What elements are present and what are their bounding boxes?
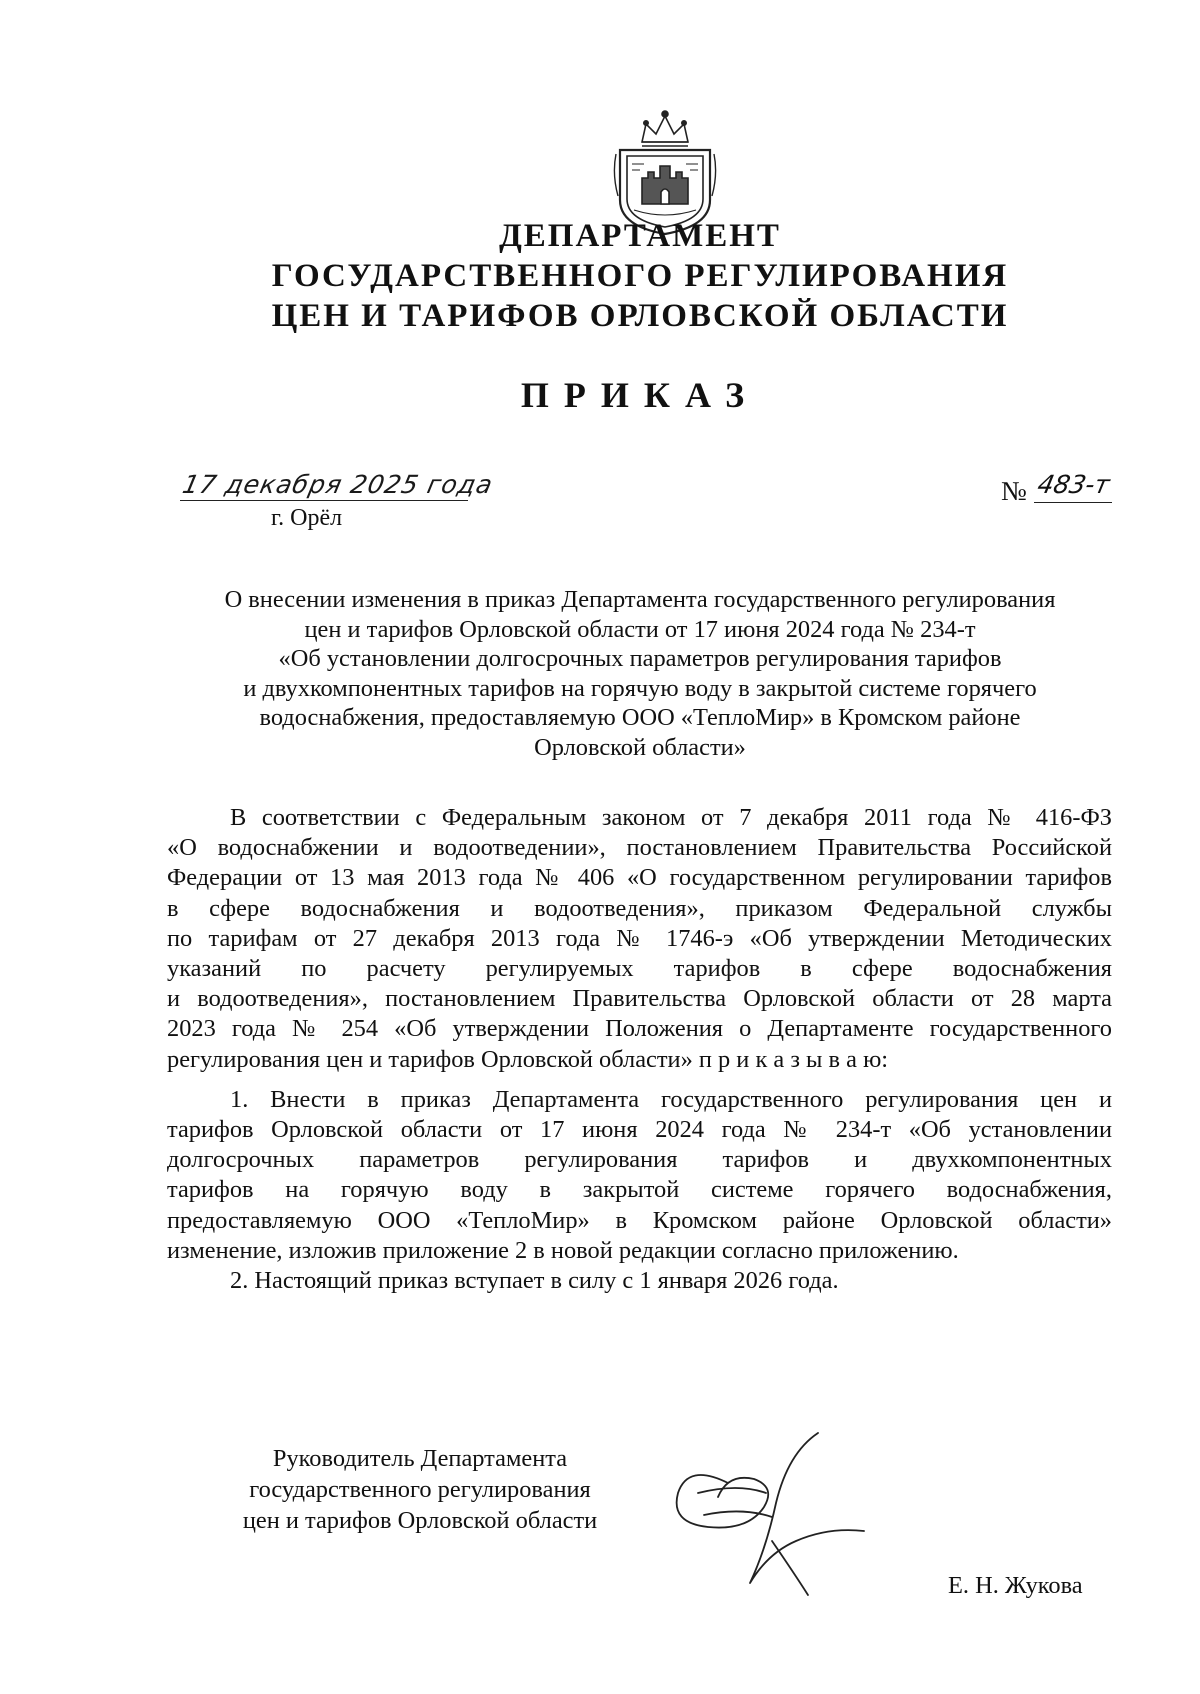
preamble-line: Федерации от 13 мая 2013 года № 406 «О государственном регулировании тарифов bbox=[167, 864, 1112, 892]
order-subject bbox=[170, 585, 1110, 763]
header-line: ГОСУДАРСТВЕННОГО РЕГУЛИРОВАНИЯ bbox=[271, 258, 1009, 294]
item-1-paragraph bbox=[167, 1085, 1112, 1266]
number-label: № bbox=[1001, 476, 1027, 506]
subject-line: «Об установлении долгосрочных параметров регулирования тарифов bbox=[278, 645, 1002, 673]
signatory-role-line: цен и тарифов Орловской области bbox=[242, 1507, 598, 1534]
document-type-title: ПРИКАЗ bbox=[520, 375, 760, 415]
subject-line: О внесении изменения в приказ Департамента государственного регулирования bbox=[224, 586, 1056, 613]
order-body bbox=[167, 803, 1112, 1296]
subject-line: Орловской области» bbox=[534, 733, 746, 761]
preamble-line: в сфере водоснабжения и водоотведения», приказом Федеральной службы bbox=[167, 894, 1112, 922]
signatory-name: Е. Н. Жукова bbox=[948, 1572, 1083, 1599]
header-line: ЦЕН И ТАРИФОВ ОРЛОВСКОЙ ОБЛАСТИ bbox=[271, 298, 1009, 334]
item-1-line: изменение, изложив приложение 2 в новой редакции согласно приложению. bbox=[167, 1236, 959, 1264]
signatory-role-line: Руководитель Департамента bbox=[272, 1445, 568, 1472]
handwritten-number: 483-т bbox=[1034, 470, 1113, 499]
preamble-line: по тарифам от 27 декабря 2013 года № 1746-э «Об утверждении Методических bbox=[167, 924, 1112, 952]
preamble-line: и водоотведения», постановлением Правительства Орловской области от 28 марта bbox=[167, 985, 1112, 1013]
preamble-paragraph bbox=[167, 803, 1112, 1075]
city-label: г. Орёл bbox=[271, 505, 343, 531]
handwritten-date: 17 декабря 2025 года bbox=[179, 470, 496, 499]
preamble-line: регулирования цен и тарифов Орловской области» п р и к а з ы в а ю: bbox=[167, 1045, 889, 1073]
number-underline bbox=[1034, 502, 1112, 503]
preamble-line: 2023 года № 254 «Об утверждении Положения о Департаменте государственного bbox=[167, 1015, 1112, 1043]
item-1-line: предоставляемую ООО «ТеплоМир» в Кромском районе Орловской области» bbox=[167, 1206, 1112, 1234]
signatory-role-line: государственного регулирования bbox=[249, 1476, 591, 1503]
item-1-line: тарифов на горячую воду в закрытой системе горячего водоснабжения, bbox=[167, 1176, 1112, 1204]
issuer-header bbox=[170, 216, 1110, 336]
signature-icon bbox=[668, 1423, 888, 1603]
subject-line: цен и тарифов Орловской области от 17 июня 2024 года № 234-т bbox=[304, 615, 976, 643]
header-line: ДЕПАРТАМЕНТ bbox=[499, 218, 781, 254]
subject-line: и двухкомпонентных тарифов на горячую воду в закрытой системе горячего bbox=[243, 674, 1037, 702]
item-2-paragraph: 2. Настоящий приказ вступает в силу с 1 января 2026 года. bbox=[230, 1267, 839, 1295]
signatory-role bbox=[190, 1443, 650, 1536]
item-1-line: долгосрочных параметров регулирования тарифов и двухкомпонентных bbox=[167, 1146, 1112, 1174]
item-1-line: 1. Внести в приказ Департамента государственного регулирования цен и bbox=[230, 1085, 1112, 1113]
preamble-line: В соответствии с Федеральным законом от 7 декабря 2011 года № 416-ФЗ bbox=[230, 804, 1112, 831]
date-underline bbox=[180, 500, 468, 501]
subject-line: водоснабжения, предоставляемую ООО «ТеплоМир» в Кромском районе bbox=[259, 704, 1021, 732]
preamble-line: указаний по расчету регулируемых тарифов в сфере водоснабжения bbox=[167, 955, 1112, 983]
item-1-line: тарифов Орловской области от 17 июня 2024 года № 234-т «Об установлении bbox=[167, 1116, 1112, 1144]
preamble-line: «О водоснабжении и водоотведении», постановлением Правительства Российской bbox=[167, 834, 1112, 862]
